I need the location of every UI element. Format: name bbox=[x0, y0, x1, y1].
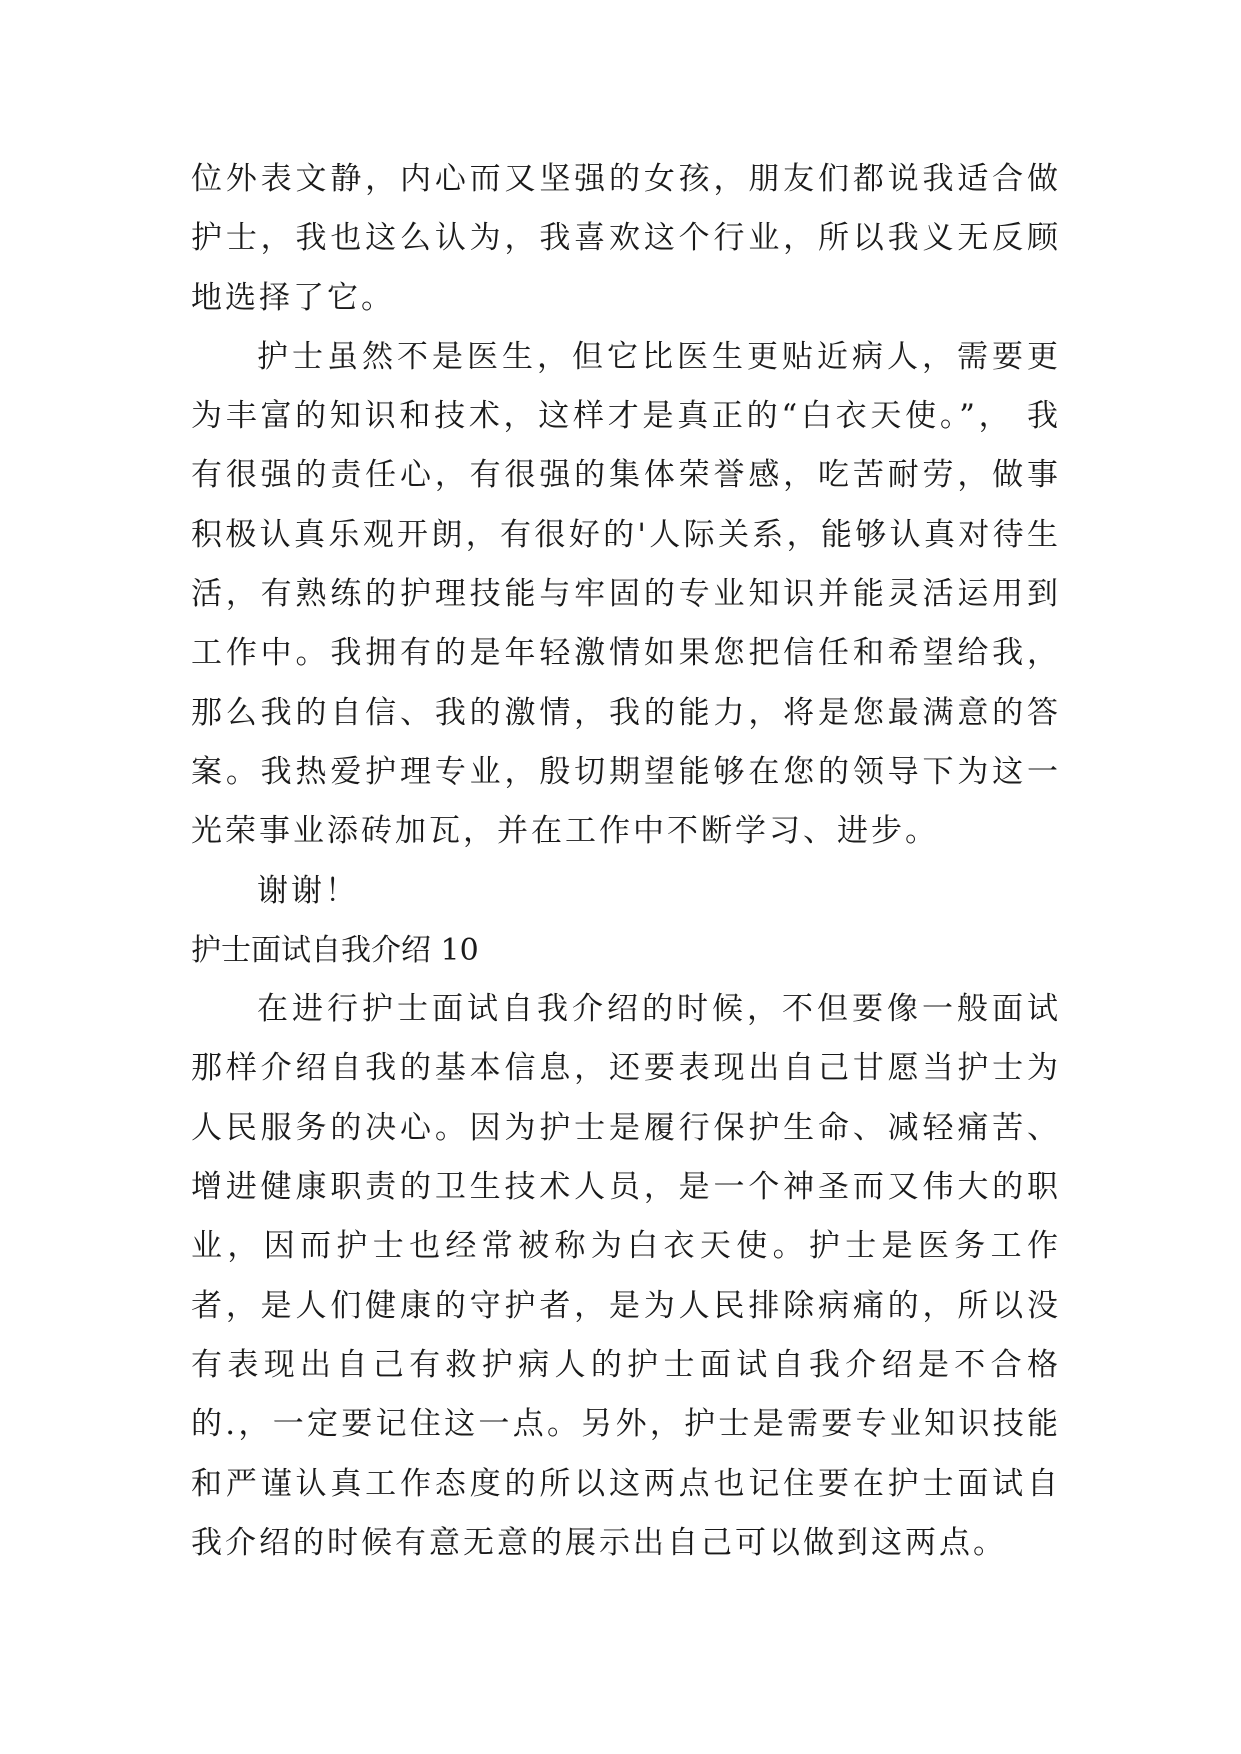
paragraph-nurse-vs-doctor: 护士虽然不是医生，但它比医生更贴近病人，需要更为丰富的知识和技术，这样才是真正的“白衣天使。”， 我有很强的责任心，有很强的集体荣誉感，吃苦耐劳，做事积极认真乐观开朗，有很好的'人际关系，能够认真对待生活，有熟练的护理技能与牢固的专业知识并能灵活运用到工作中。我拥有的是年轻激情如果您把信任和希望给我，那么我的自信、我的激情，我的能力，将是您最满意的答案。我热爱护理专业，殷切期望能够在您的领导下为这一光荣事业添砖加瓦，并在工作中不断学习、进步。 bbox=[191, 338, 1061, 850]
section-heading: 护士面试自我介绍 10 bbox=[191, 932, 479, 968]
paragraph-interview-tips: 在进行护士面试自我介绍的时候，不但要像一般面试那样介绍自我的基本信息，还要表现出自己甘愿当护士为人民服务的决心。因为护士是履行保护生命、减轻痛苦、增进健康职责的卫生技术人员，是一个神圣而又伟大的职业，因而护士也经常被称为白衣天使。护士是医务工作者，是人们健康的守护者，是为人民排除病痛的，所以没有表现出自己有救护病人的护士面试自我介绍是不合格的.，一定要记住这一点。另外，护士是需要专业知识技能和严谨认真工作态度的所以这两点也记住要在护士面试自我介绍的时候有意无意的展示出自己可以做到这两点。 bbox=[191, 991, 1061, 1561]
paragraph-continuation: 位外表文静，内心而又坚强的女孩，朋友们都说我适合做护士，我也这么认为，我喜欢这个行业，所以我义无反顾地选择了它。 bbox=[191, 161, 1061, 316]
document-body bbox=[191, 150, 1061, 1573]
paragraph-thanks: 谢谢！ bbox=[257, 872, 359, 909]
